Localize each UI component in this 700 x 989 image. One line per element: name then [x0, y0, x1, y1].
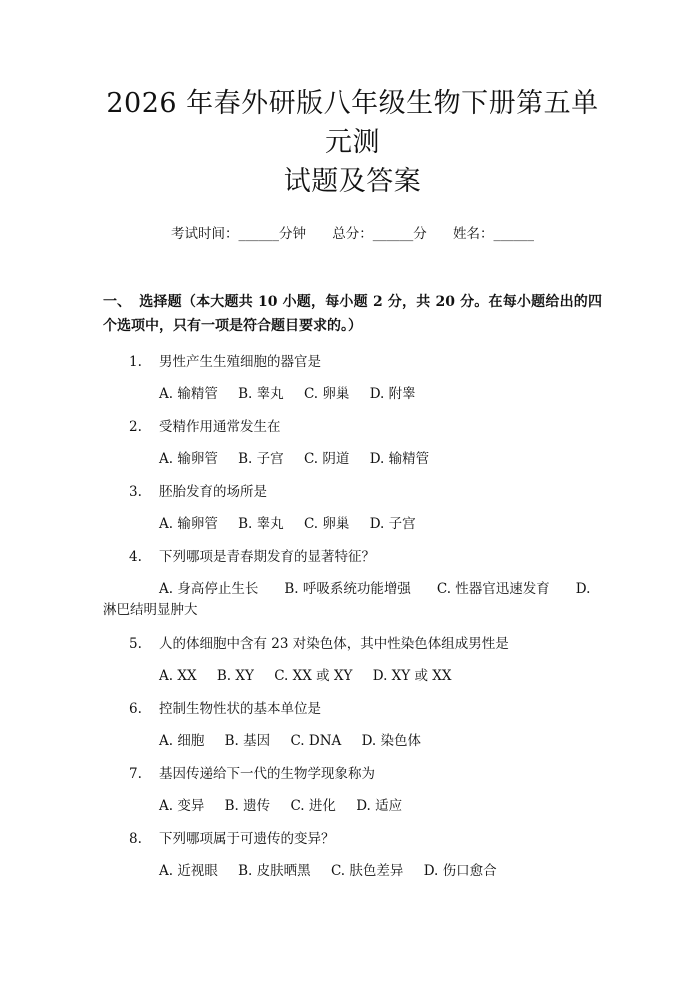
exam-time: 考试时间：______分钟: [170, 226, 306, 242]
option-b: B. 遗传: [224, 798, 271, 814]
question-stem: [103, 352, 602, 372]
option-c: C. 性器官迅速发育: [436, 581, 550, 597]
option-c: C. 阴道: [303, 451, 350, 467]
question-stem: [103, 482, 602, 502]
question-text: 下列哪项是青春期发育的显著特征？: [159, 549, 375, 565]
question-number: 7.: [129, 766, 142, 782]
question-stem: [103, 634, 602, 654]
section-number: 一、: [103, 294, 131, 310]
question-stem: [103, 699, 602, 719]
option-list: [103, 796, 602, 816]
option-list: [103, 731, 602, 751]
option-list: [103, 579, 602, 621]
option-list: [103, 514, 602, 534]
option-d: D. 适应: [356, 798, 403, 814]
question-number: 1.: [129, 354, 142, 370]
section-instructions: 选择题（本大题共 10 小题，每小题 2 分，共 20 分。在每小题给出的四个选项中，只有一项是符合题目要求的。）: [103, 294, 602, 334]
question-item: [103, 352, 602, 404]
option-d: D. 输精管: [369, 451, 430, 467]
question-text: 基因传递给下一代的生物学现象称为: [159, 766, 375, 782]
document-title: [103, 84, 602, 201]
question-item: [103, 547, 602, 621]
option-c: C. 卵巢: [303, 516, 350, 532]
question-stem: [103, 547, 602, 567]
option-d: D. 淋巴结明显肿大: [103, 581, 591, 618]
question-item: [103, 482, 602, 534]
section-heading: [103, 290, 602, 338]
question-list: [103, 352, 602, 881]
question-number: 6.: [129, 701, 142, 717]
option-b: B. 睾丸: [238, 516, 284, 532]
option-a: A. 细胞: [159, 733, 205, 749]
option-b: B. 子宫: [238, 451, 284, 467]
option-c: C. XX 或 XY: [274, 668, 353, 684]
document-page: [0, 84, 700, 989]
exam-info: [103, 224, 602, 244]
option-b: B. 基因: [224, 733, 271, 749]
option-a: A. 输精管: [159, 386, 218, 402]
question-text: 控制生物性状的基本单位是: [159, 701, 321, 717]
question-item: [103, 634, 602, 686]
option-b: B. 睾丸: [238, 386, 284, 402]
question-text: 下列哪项属于可遗传的变异？: [159, 831, 335, 847]
question-number: 8.: [129, 831, 142, 847]
option-c: C. 肤色差异: [330, 863, 404, 879]
question-stem: [103, 829, 602, 849]
question-stem: [103, 764, 602, 784]
question-text: 受精作用通常发生在: [159, 419, 281, 435]
question-text: 胚胎发育的场所是: [159, 484, 267, 500]
option-list: [103, 449, 602, 469]
option-d: D. XY 或 XX: [372, 668, 452, 684]
title-line-1: 2026 年春外研版八年级生物下册第五单元测: [106, 88, 599, 158]
option-b: B. 呼吸系统功能增强: [284, 581, 411, 597]
option-c: C. 进化: [290, 798, 336, 814]
option-d: D. 伤口愈合: [423, 863, 497, 879]
option-c: C. 卵巢: [303, 386, 350, 402]
question-item: [103, 764, 602, 816]
option-d: D. 附睾: [369, 386, 416, 402]
option-b: B. XY: [216, 668, 254, 684]
question-number: 3.: [129, 484, 142, 500]
option-a: A. 输卵管: [159, 516, 218, 532]
option-b: B. 皮肤晒黑: [238, 863, 311, 879]
title-line-2: 试题及答案: [283, 166, 422, 197]
option-a: A. 近视眼: [159, 863, 218, 879]
question-item: [103, 417, 602, 469]
option-d: D. 染色体: [361, 733, 422, 749]
student-name: 姓名：______: [453, 226, 535, 242]
option-a: A. XX: [159, 668, 197, 684]
question-text: 男性产生生殖细胞的器官是: [159, 354, 321, 370]
question-number: 2.: [129, 419, 142, 435]
exam-score: 总分：______分: [332, 226, 427, 242]
question-stem: [103, 417, 602, 437]
option-a: A. 变异: [159, 798, 205, 814]
option-c: C. DNA: [290, 733, 342, 749]
question-number: 5.: [129, 636, 142, 652]
option-a: A. 输卵管: [159, 451, 218, 467]
question-item: [103, 829, 602, 881]
option-a: A. 身高停止生长: [159, 581, 259, 597]
option-d: D. 子宫: [369, 516, 416, 532]
option-list: [103, 384, 602, 404]
question-number: 4.: [129, 549, 142, 565]
question-item: [103, 699, 602, 751]
question-text: 人的体细胞中含有 23 对染色体，其中性染色体组成男性是: [159, 636, 509, 652]
option-list: [103, 861, 602, 881]
option-list: [103, 666, 602, 686]
